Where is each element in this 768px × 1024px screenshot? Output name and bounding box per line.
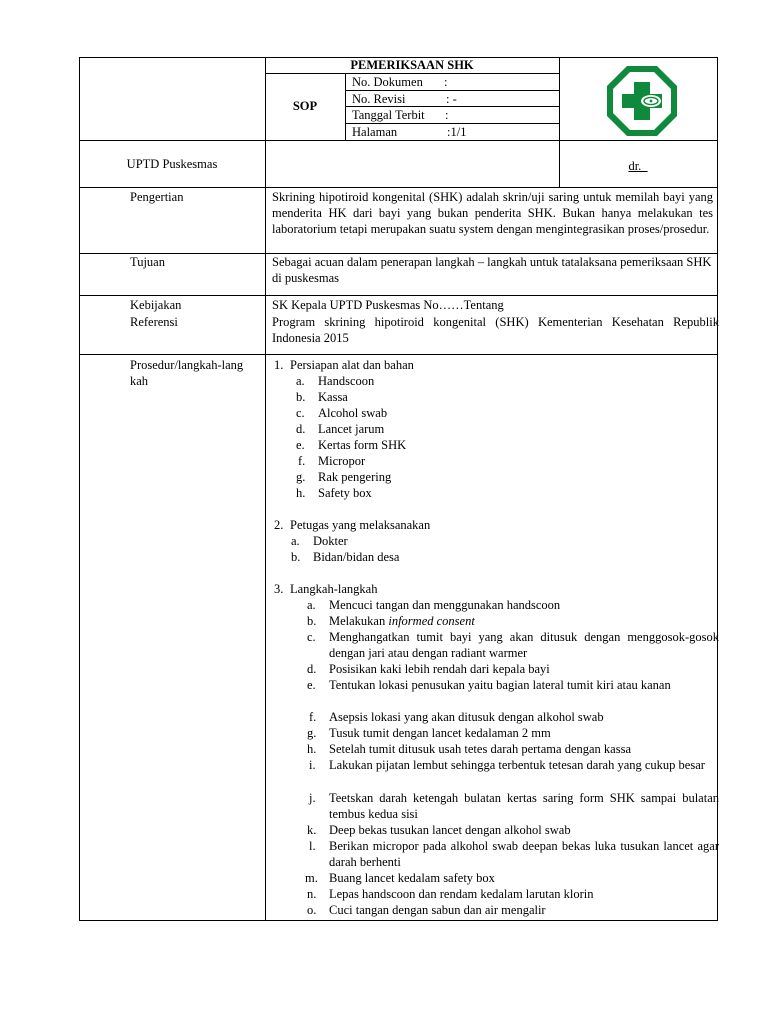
doc-number-label: No. Dokumen [352, 75, 423, 89]
section-2-number: 2. [274, 518, 284, 532]
list-item: Berikan micropor pada alkohol swab deepan bekas luka tusukan lancet agar darah berhenti [329, 839, 719, 869]
section-1-number: 1. [274, 358, 284, 372]
list-marker: k. [307, 823, 317, 837]
document-title: PEMERIKSAAN SHK [350, 58, 474, 72]
list-marker: a. [296, 374, 305, 388]
label-referensi: Referensi [130, 315, 178, 329]
list-item: Deep bekas tusukan lancet dengan alkohol swab [329, 823, 571, 837]
list-item-text: Melakukan [329, 614, 386, 628]
list-marker: d. [296, 422, 306, 436]
issue-date-value: : [445, 108, 449, 122]
list-item: Handscoon [318, 374, 375, 388]
list-marker: c. [296, 406, 305, 420]
list-item: Lepas handscoon dan rendam kedalam larutan klorin [329, 887, 594, 901]
list-marker: f. [309, 710, 317, 724]
org-name: UPTD Puskesmas [126, 157, 218, 171]
section-3-number: 3. [274, 582, 284, 596]
list-marker: g. [307, 726, 317, 740]
table-divider [79, 354, 718, 355]
list-marker: n. [307, 887, 317, 901]
section-1-title: Persiapan alat dan bahan [290, 358, 414, 372]
doc-number-value: : [444, 75, 448, 89]
list-marker: b. [291, 550, 301, 564]
list-item: Rak pengering [318, 470, 392, 484]
list-marker: h. [296, 486, 306, 500]
list-marker: m. [305, 871, 318, 885]
page-label: Halaman [352, 125, 398, 139]
table-divider [79, 295, 718, 296]
label-tujuan: Tujuan [130, 255, 165, 269]
list-marker: i. [309, 758, 316, 772]
issue-date-label: Tanggal Terbit [352, 108, 425, 122]
label-pengertian: Pengertian [130, 190, 184, 204]
list-item: Cuci tangan dengan sabun dan air mengalir [329, 903, 546, 917]
list-item: Mencuci tangan dan menggunakan handscoon [329, 598, 561, 612]
list-item: Kertas form SHK [318, 438, 407, 452]
list-item: Setelah tumit ditusuk usah tetes darah pertama dengan kassa [329, 742, 631, 756]
section-3-title: Langkah-langkah [290, 582, 378, 596]
list-item: Lancet jarum [318, 422, 385, 436]
list-item: Kassa [318, 390, 348, 404]
list-marker: g. [296, 470, 306, 484]
list-marker: a. [291, 534, 300, 548]
signatory: dr._ [628, 159, 648, 173]
table-divider [79, 187, 718, 188]
list-item: Teetskan darah ketengah bulatan kertas saring form SHK sampai bulatan tembus kedua sisi [329, 791, 719, 821]
list-marker: d. [307, 662, 317, 676]
list-item: Buang lancet kedalam safety box [329, 871, 495, 885]
list-item: Lakukan pijatan lembut sehingga terbentuk tetesan darah yang cukup besar [329, 758, 705, 772]
list-item-emphasis: informed consent [388, 614, 475, 628]
list-marker: j. [309, 791, 316, 805]
revision-value: : - [446, 92, 457, 106]
list-item: Tentukan lokasi penusukan yaitu bagian lateral tumit kiri atau kanan [329, 678, 671, 692]
table-border-bottom [79, 920, 718, 921]
list-marker: h. [307, 742, 317, 756]
list-marker: e. [307, 678, 316, 692]
puskesmas-logo [605, 64, 679, 138]
column-divider [345, 73, 346, 141]
page-value: :1/1 [447, 125, 467, 139]
list-marker: f. [298, 454, 306, 468]
list-marker: c. [307, 630, 316, 644]
list-marker: l. [309, 839, 316, 853]
text-referensi: Program skrining hipotiroid kongenital (SHK) Kementerian Kesehatan Republik Indonesia 2015 [272, 315, 719, 345]
list-item: Micropor [318, 454, 366, 468]
list-item: Asepsis lokasi yang akan ditusuk dengan alkohol swab [329, 710, 604, 724]
list-marker: e. [296, 438, 305, 452]
puskesmas-logo-icon [605, 64, 679, 138]
list-item: Safety box [318, 486, 372, 500]
column-divider [265, 57, 266, 921]
label-kebijakan: Kebijakan [130, 298, 182, 312]
list-marker: o. [307, 903, 317, 917]
section-2-title: Petugas yang melaksanakan [290, 518, 431, 532]
list-item: Bidan/bidan desa [313, 550, 400, 564]
list-item: Dokter [313, 534, 348, 548]
text-pengertian: Skrining hipotiroid kongenital (SHK) adalah skrin/uji saring untuk memilah bayi yang menderita HK dari bayi yang bukan penderita SHK. Bukan hanya melakukan tes laboratorium tetapi merupakan suatu system dengan mengintegrasikan proses/prosedur. [272, 190, 713, 236]
text-tujuan: Sebagai acuan dalam penerapan langkah – langkah untuk tatalaksana pemeriksaan SHK di puskesmas [272, 255, 712, 285]
revision-label: No. Revisi [352, 92, 406, 106]
list-item: Alcohol swab [318, 406, 388, 420]
list-item [329, 613, 475, 629]
list-item: Tusuk tumit dengan lancet kedalaman 2 mm [329, 726, 551, 740]
list-item: Menghangatkan tumit bayi yang akan ditusuk dengan menggosok-gosok dengan jari atau dengan radiant warmer [329, 630, 719, 660]
table-border-left [79, 57, 80, 921]
sop-label: SOP [292, 99, 318, 113]
text-kebijakan: SK Kepala UPTD Puskesmas No……Tentang [272, 298, 504, 312]
list-item: Posisikan kaki lebih rendah dari kepala bayi [329, 662, 550, 676]
list-marker: a. [307, 598, 316, 612]
list-marker: b. [296, 390, 306, 404]
table-divider [79, 140, 718, 141]
list-marker: b. [307, 614, 317, 628]
label-prosedur: Prosedur/langkah-langkah [130, 358, 244, 388]
